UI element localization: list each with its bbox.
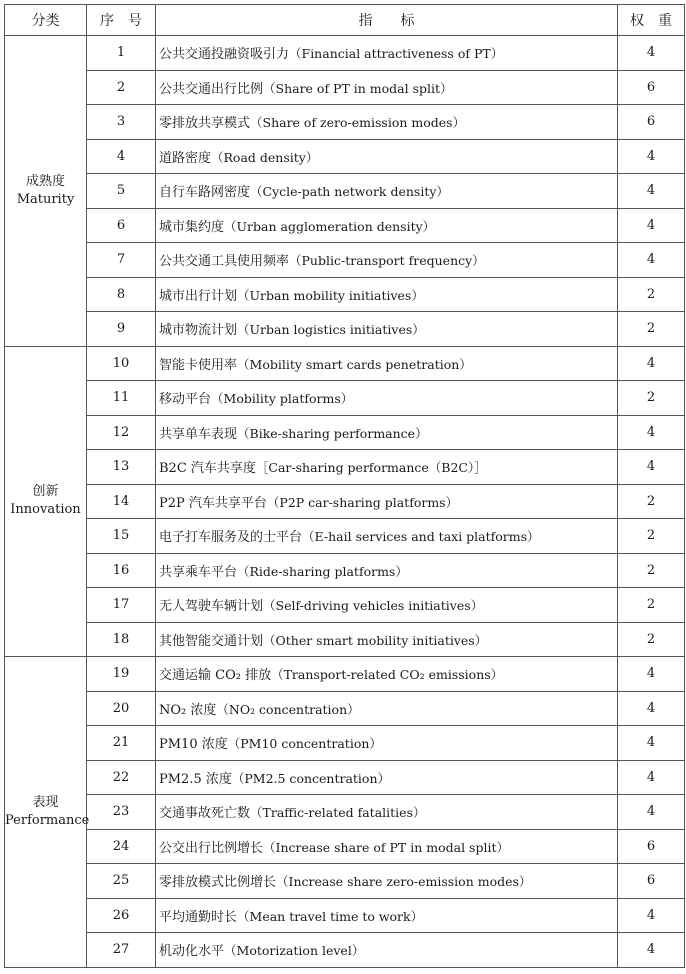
- weight-cell: 2: [618, 312, 685, 347]
- indicator-name-en: （Self-driving vehicles initiatives）: [263, 598, 484, 614]
- category-cell: [5, 346, 87, 657]
- indicator-cell: [156, 553, 618, 588]
- category-name-zh: 表现: [32, 794, 59, 810]
- indicator-name-en: （Public-transport frequency）: [289, 253, 485, 269]
- table-row: [5, 36, 685, 71]
- row-number: 16: [87, 553, 156, 588]
- indicator-name-zh: 道路密度: [159, 150, 212, 166]
- table-row: [5, 208, 685, 243]
- row-number: 11: [87, 381, 156, 416]
- indicator-name-en: （Urban agglomeration density）: [224, 218, 436, 234]
- indicator-name-zh: 城市集约度: [159, 219, 225, 235]
- indicator-name-zh: 城市物流计划: [159, 323, 238, 339]
- weight-cell: 4: [618, 415, 685, 450]
- table-row: [5, 174, 685, 209]
- indicator-name-en: （Motorization level）: [224, 943, 365, 959]
- category-cell: [5, 36, 87, 347]
- table-row: [5, 519, 685, 554]
- table-row: [5, 622, 685, 657]
- indicator-name-zh: 智能卡使用率: [159, 357, 238, 373]
- table-row: [5, 657, 685, 692]
- indicator-weight-table: [4, 4, 685, 968]
- indicator-cell: [156, 726, 618, 761]
- indicator-name-en: （Transport-related CO₂ emissions）: [271, 667, 504, 683]
- weight-cell: 4: [618, 726, 685, 761]
- row-number: 22: [87, 760, 156, 795]
- weight-cell: 6: [618, 105, 685, 140]
- indicator-name-en: （Traffic-related fatalities）: [250, 805, 426, 821]
- table-row: [5, 277, 685, 312]
- indicator-name-zh: P2P 汽车共享平台: [159, 495, 267, 511]
- weight-cell: 6: [618, 70, 685, 105]
- table-row: [5, 933, 685, 968]
- row-number: 24: [87, 829, 156, 864]
- weight-cell: 4: [618, 657, 685, 692]
- indicator-cell: [156, 588, 618, 623]
- indicator-name-en: （Share of PT in modal split）: [263, 80, 453, 96]
- indicator-cell: [156, 760, 618, 795]
- weight-cell: 6: [618, 829, 685, 864]
- indicator-cell: [156, 898, 618, 933]
- table-row: [5, 346, 685, 381]
- category-name-en: Maturity: [16, 191, 75, 207]
- weight-cell: 4: [618, 760, 685, 795]
- indicator-name-zh: 机动化水平: [159, 944, 225, 960]
- header-number: 序 号: [87, 5, 156, 36]
- indicator-cell: [156, 450, 618, 485]
- indicator-name-zh: 交通运输 CO₂ 排放: [159, 668, 272, 684]
- indicator-name-en: （NO₂ concentration）: [216, 701, 360, 717]
- indicator-cell: [156, 933, 618, 968]
- header-weight: 权 重: [618, 5, 685, 36]
- indicator-name-en: （PM10 concentration）: [227, 736, 382, 752]
- indicator-name-en: （Financial attractiveness of PT）: [289, 46, 504, 62]
- row-number: 21: [87, 726, 156, 761]
- row-number: 20: [87, 691, 156, 726]
- weight-cell: 4: [618, 898, 685, 933]
- indicator-name-zh: 共享单车表现: [159, 426, 238, 442]
- row-number: 2: [87, 70, 156, 105]
- indicator-name-en: （Ride-sharing platforms）: [237, 563, 408, 579]
- weight-cell: 4: [618, 691, 685, 726]
- row-number: 6: [87, 208, 156, 243]
- row-number: 14: [87, 484, 156, 519]
- table-header: [5, 5, 685, 36]
- table-row: [5, 70, 685, 105]
- indicator-cell: [156, 519, 618, 554]
- indicator-name-en: （Mobility platforms）: [211, 391, 354, 407]
- indicator-name-zh: 平均通勤时长: [159, 909, 238, 925]
- category-name-zh: 成熟度: [25, 173, 65, 189]
- category-cell: [5, 657, 90, 968]
- table-row: [5, 588, 685, 623]
- indicator-name-en: （Share of zero-emission modes）: [250, 115, 466, 131]
- weight-cell: 4: [618, 139, 685, 174]
- weight-cell: 4: [618, 795, 685, 830]
- indicator-name-en: （Road density）: [211, 149, 319, 165]
- table-row: [5, 864, 685, 899]
- table-row: [5, 105, 685, 140]
- weight-cell: 4: [618, 174, 685, 209]
- weight-cell: 4: [618, 243, 685, 278]
- row-number: 8: [87, 277, 156, 312]
- category-name-en: Performance: [5, 812, 90, 828]
- indicator-name-en: （Other smart mobility initiatives）: [263, 632, 488, 648]
- row-number: 25: [87, 864, 156, 899]
- row-number: 5: [87, 174, 156, 209]
- row-number: 1: [87, 36, 156, 71]
- weight-cell: 4: [618, 346, 685, 381]
- indicator-cell: [156, 139, 618, 174]
- header-category: 分类: [5, 5, 87, 36]
- row-number: 7: [87, 243, 156, 278]
- indicator-name-zh: 零排放共享模式: [159, 116, 251, 132]
- indicator-name-zh: PM2.5 浓度: [159, 771, 232, 787]
- weight-cell: 4: [618, 933, 685, 968]
- indicator-name-en: （Urban logistics initiatives）: [237, 322, 425, 338]
- indicator-cell: [156, 691, 618, 726]
- row-number: 26: [87, 898, 156, 933]
- table-row: [5, 795, 685, 830]
- indicator-name-en: （E-hail services and taxi platforms）: [302, 529, 540, 545]
- indicator-cell: [156, 622, 618, 657]
- indicator-name-zh: NO₂ 浓度: [159, 702, 217, 718]
- indicator-name-zh: 公共交通工具使用频率: [159, 254, 290, 270]
- weight-cell: 6: [618, 864, 685, 899]
- row-number: 17: [87, 588, 156, 623]
- weight-cell: 2: [618, 553, 685, 588]
- weight-cell: 2: [618, 588, 685, 623]
- indicator-name-zh: PM10 浓度: [159, 737, 228, 753]
- indicator-cell: [156, 174, 618, 209]
- indicator-name-zh: 自行车路网密度: [159, 185, 251, 201]
- indicator-name-zh: 交通事故死亡数: [159, 806, 251, 822]
- indicator-name-zh: B2C 汽车共享度: [159, 461, 256, 477]
- header-row: [5, 5, 685, 36]
- row-number: 9: [87, 312, 156, 347]
- indicator-name-zh: 公共交通出行比例: [159, 81, 264, 97]
- indicator-name-zh: 零排放模式比例增长: [159, 875, 277, 891]
- header-indicator: 指 标: [156, 5, 618, 36]
- indicator-name-zh: 公交出行比例增长: [159, 840, 264, 856]
- table-row: [5, 312, 685, 347]
- indicator-cell: [156, 70, 618, 105]
- indicator-cell: [156, 208, 618, 243]
- indicator-name-en: （Mobility smart cards penetration）: [237, 356, 472, 372]
- row-number: 13: [87, 450, 156, 485]
- weight-cell: 2: [618, 277, 685, 312]
- indicator-name-en: （P2P car-sharing platforms）: [266, 494, 459, 510]
- row-number: 18: [87, 622, 156, 657]
- indicator-cell: [156, 105, 618, 140]
- table-row: [5, 139, 685, 174]
- indicator-cell: [156, 243, 618, 278]
- row-number: 4: [87, 139, 156, 174]
- indicator-cell: [156, 657, 618, 692]
- indicator-cell: [156, 346, 618, 381]
- table-row: [5, 381, 685, 416]
- table-row: [5, 553, 685, 588]
- row-number: 23: [87, 795, 156, 830]
- weight-cell: 4: [618, 208, 685, 243]
- table-row: [5, 898, 685, 933]
- indicator-cell: [156, 36, 618, 71]
- indicator-name-en: （Increase share of PT in modal split）: [263, 839, 509, 855]
- indicator-name-zh: 其他智能交通计划: [159, 633, 264, 649]
- indicator-table-document: [4, 4, 684, 968]
- indicator-cell: [156, 415, 618, 450]
- row-number: 3: [87, 105, 156, 140]
- table-row: [5, 415, 685, 450]
- weight-cell: 2: [618, 519, 685, 554]
- indicator-cell: [156, 864, 618, 899]
- indicator-cell: [156, 795, 618, 830]
- table-row: [5, 243, 685, 278]
- indicator-name-en: （PM2.5 concentration）: [231, 770, 391, 786]
- row-number: 15: [87, 519, 156, 554]
- indicator-name-zh: 电子打车服务及的士平台: [159, 530, 303, 546]
- indicator-name-zh: 无人驾驶车辆计划: [159, 599, 264, 615]
- indicator-name-zh: 移动平台: [159, 392, 212, 408]
- category-name-zh: 创新: [32, 484, 59, 500]
- indicator-cell: [156, 381, 618, 416]
- indicator-name-zh: 共享乘车平台: [159, 564, 238, 580]
- indicator-name-zh: 公共交通投融资吸引力: [159, 47, 290, 63]
- weight-cell: 2: [618, 484, 685, 519]
- row-number: 12: [87, 415, 156, 450]
- indicator-cell: [156, 484, 618, 519]
- category-name-en: Innovation: [10, 502, 81, 518]
- table-row: [5, 691, 685, 726]
- indicator-cell: [156, 277, 618, 312]
- table-body: [5, 36, 685, 968]
- table-row: [5, 726, 685, 761]
- row-number: 27: [87, 933, 156, 968]
- indicator-name-en: ［Car-sharing performance（B2C）］: [255, 460, 487, 476]
- indicator-name-en: （Mean travel time to work）: [237, 908, 424, 924]
- table-row: [5, 450, 685, 485]
- indicator-name-en: （Urban mobility initiatives）: [237, 287, 424, 303]
- indicator-name-en: （Increase share zero-emission modes）: [276, 874, 532, 890]
- indicator-cell: [156, 312, 618, 347]
- row-number: 19: [87, 657, 156, 692]
- row-number: 10: [87, 346, 156, 381]
- table-row: [5, 484, 685, 519]
- weight-cell: 2: [618, 381, 685, 416]
- indicator-name-en: （Bike-sharing performance）: [237, 425, 428, 441]
- indicator-cell: [156, 829, 618, 864]
- weight-cell: 4: [618, 36, 685, 71]
- indicator-name-zh: 城市出行计划: [159, 288, 238, 304]
- weight-cell: 2: [618, 622, 685, 657]
- table-row: [5, 829, 685, 864]
- indicator-name-en: （Cycle-path network density）: [250, 184, 449, 200]
- table-row: [5, 760, 685, 795]
- weight-cell: 4: [618, 450, 685, 485]
